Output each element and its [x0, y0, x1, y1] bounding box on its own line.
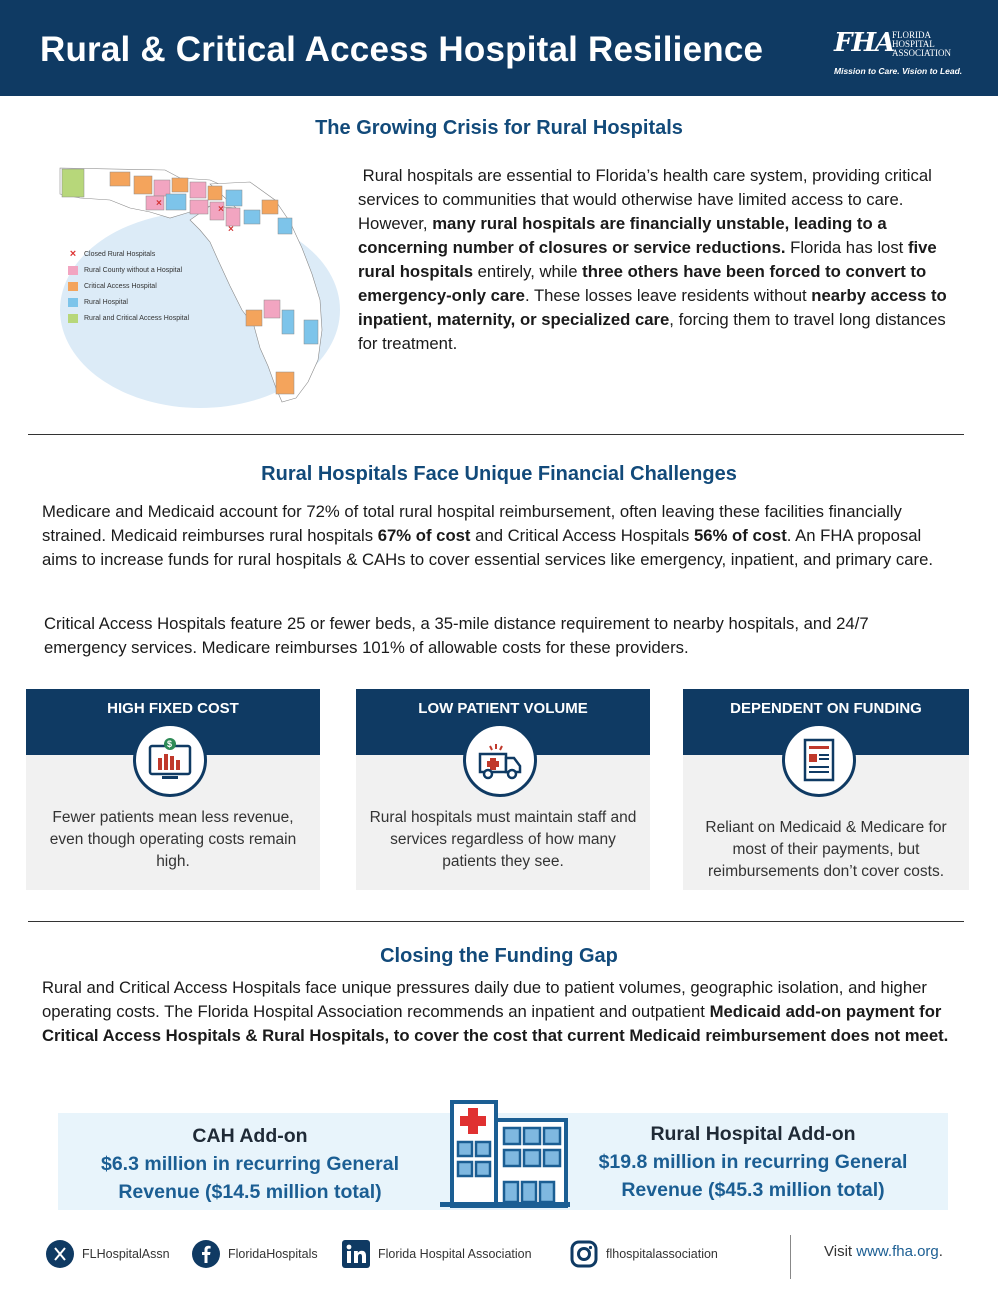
svg-text:$: $ [167, 739, 173, 749]
cah-add-on-block [78, 1122, 422, 1206]
linkedin-handle: Florida Hospital Association [378, 1247, 532, 1261]
card-title: DEPENDENT ON FUNDING [683, 689, 969, 755]
instagram-icon [570, 1240, 598, 1268]
fha-logo-tagline: Mission to Care. Vision to Lead. [834, 66, 963, 76]
footer-divider [790, 1235, 791, 1279]
social-twitter[interactable] [46, 1240, 170, 1268]
social-linkedin[interactable] [342, 1240, 532, 1268]
ambulance-icon [463, 723, 537, 797]
crisis-paragraph: Rural hospitals are essential to Florida’s health care system, providing critical services to communities that would otherwise have limited access to care. However, many rural hospitals are financially unstable, leading to a concerning number of closures or service reductions. Florida has lost five rural hospitals entirely, while three others have been forced to convert to emergency-only care. These losses leave residents without nearby access to inpatient, maternity, or specialized care, forcing them to travel long distances for treatment. [358, 166, 947, 353]
fha-logo-name: FLORIDA HOSPITAL ASSOCIATION [892, 30, 952, 58]
legend-swatch-blue [68, 298, 78, 307]
cah-add-on-title: CAH Add-on [192, 1125, 308, 1147]
fha-logo-mark: FHA [834, 28, 895, 58]
section-divider [28, 434, 964, 435]
page-title: Rural & Critical Access Hospital Resilience [40, 30, 764, 69]
card-description: Reliant on Medicaid & Medicare for most of their payments, but reimbursements don’t cover costs. [705, 819, 947, 880]
map-legend [68, 246, 189, 326]
financial-paragraph-1: Medicare and Medicaid account for 72% of total rural hospital reimbursement, often leaving these facilities financially strained. Medicaid reimburses rural hospitals 67% of cost and Critical Access Hospitals 56% of cost. An FHA proposal aims to increase funds for rural hospitals & CAHs to cover essential services like emergency, inpatient, and primary care. [42, 502, 933, 569]
card-title: HIGH FIXED COST [26, 689, 320, 755]
facebook-handle: FloridaHospitals [228, 1247, 318, 1261]
legend-item-no-hospital: Rural County without a Hospital [68, 262, 189, 278]
linkedin-icon [342, 1240, 370, 1268]
card-description: Rural hospitals must maintain staff and services regardless of how many patients they see. [369, 809, 637, 870]
legend-item-cah: Critical Access Hospital [68, 278, 189, 294]
twitter-handle: FLHospitalAssn [82, 1247, 170, 1261]
instagram-handle: flhospitalassociation [606, 1247, 718, 1261]
gap-paragraph: Rural and Critical Access Hospitals face unique pressures daily due to patient volumes, geographic isolation, and higher operating costs. The Florida Hospital Association recommends an inpatient and outpatient Medicaid add-on payment for Critical Access Hospitals & Rural Hospitals, to cover the cost that current Medicaid reimbursement does not meet. [42, 978, 949, 1045]
report-document-icon [782, 723, 856, 797]
svg-text:×: × [218, 204, 224, 215]
card-dependent-on-funding [683, 689, 969, 890]
gap-heading: Closing the Funding Gap [380, 945, 618, 967]
rural-add-on-block [580, 1120, 926, 1204]
card-description: Fewer patients mean less revenue, even though operating costs remain high. [49, 809, 297, 870]
legend-swatch-green [68, 314, 78, 323]
cost-chart-icon [133, 723, 207, 797]
section-divider [28, 921, 964, 922]
rural-add-on-title: Rural Hospital Add-on [650, 1123, 856, 1145]
website-link[interactable]: www.fha.org [856, 1243, 939, 1260]
legend-item-rural: Rural Hospital [68, 294, 189, 310]
svg-text:×: × [156, 198, 162, 209]
rural-add-on-amount: $19.8 million in recurring General Revenue ($45.3 million total) [598, 1151, 908, 1201]
card-high-fixed-cost [26, 689, 320, 890]
fha-logo[interactable] [834, 28, 964, 78]
legend-item-rural-cah: Rural and Critical Access Hospital [68, 310, 189, 326]
crisis-heading: The Growing Crisis for Rural Hospitals [315, 117, 683, 139]
x-twitter-icon [46, 1240, 74, 1268]
svg-text:×: × [228, 224, 234, 235]
x-mark-icon: × [69, 247, 77, 260]
legend-swatch-pink [68, 266, 78, 275]
legend-swatch-orange [68, 282, 78, 291]
legend-item-closed: × Closed Rural Hospitals [69, 247, 156, 260]
social-facebook[interactable] [192, 1240, 318, 1268]
visit-website: Visit www.fha.org. [824, 1243, 943, 1260]
cah-add-on-amount: $6.3 million in recurring General Revenue ($14.5 million total) [100, 1153, 399, 1203]
florida-rural-hospital-map [50, 160, 340, 410]
card-title: LOW PATIENT VOLUME [356, 689, 650, 755]
social-instagram[interactable] [570, 1240, 718, 1268]
header-banner [0, 0, 998, 96]
financial-paragraph-2: Critical Access Hospitals feature 25 or fewer beds, a 35-mile distance requirement to nearby hospitals, and 24/7 emergency services. Medicare reimburses 101% of allowable costs for these providers. [44, 614, 869, 657]
financial-heading: Rural Hospitals Face Unique Financial Challenges [261, 463, 737, 485]
hospital-building-icon [430, 1098, 570, 1210]
card-low-patient-volume [356, 689, 650, 890]
facebook-icon [192, 1240, 220, 1268]
